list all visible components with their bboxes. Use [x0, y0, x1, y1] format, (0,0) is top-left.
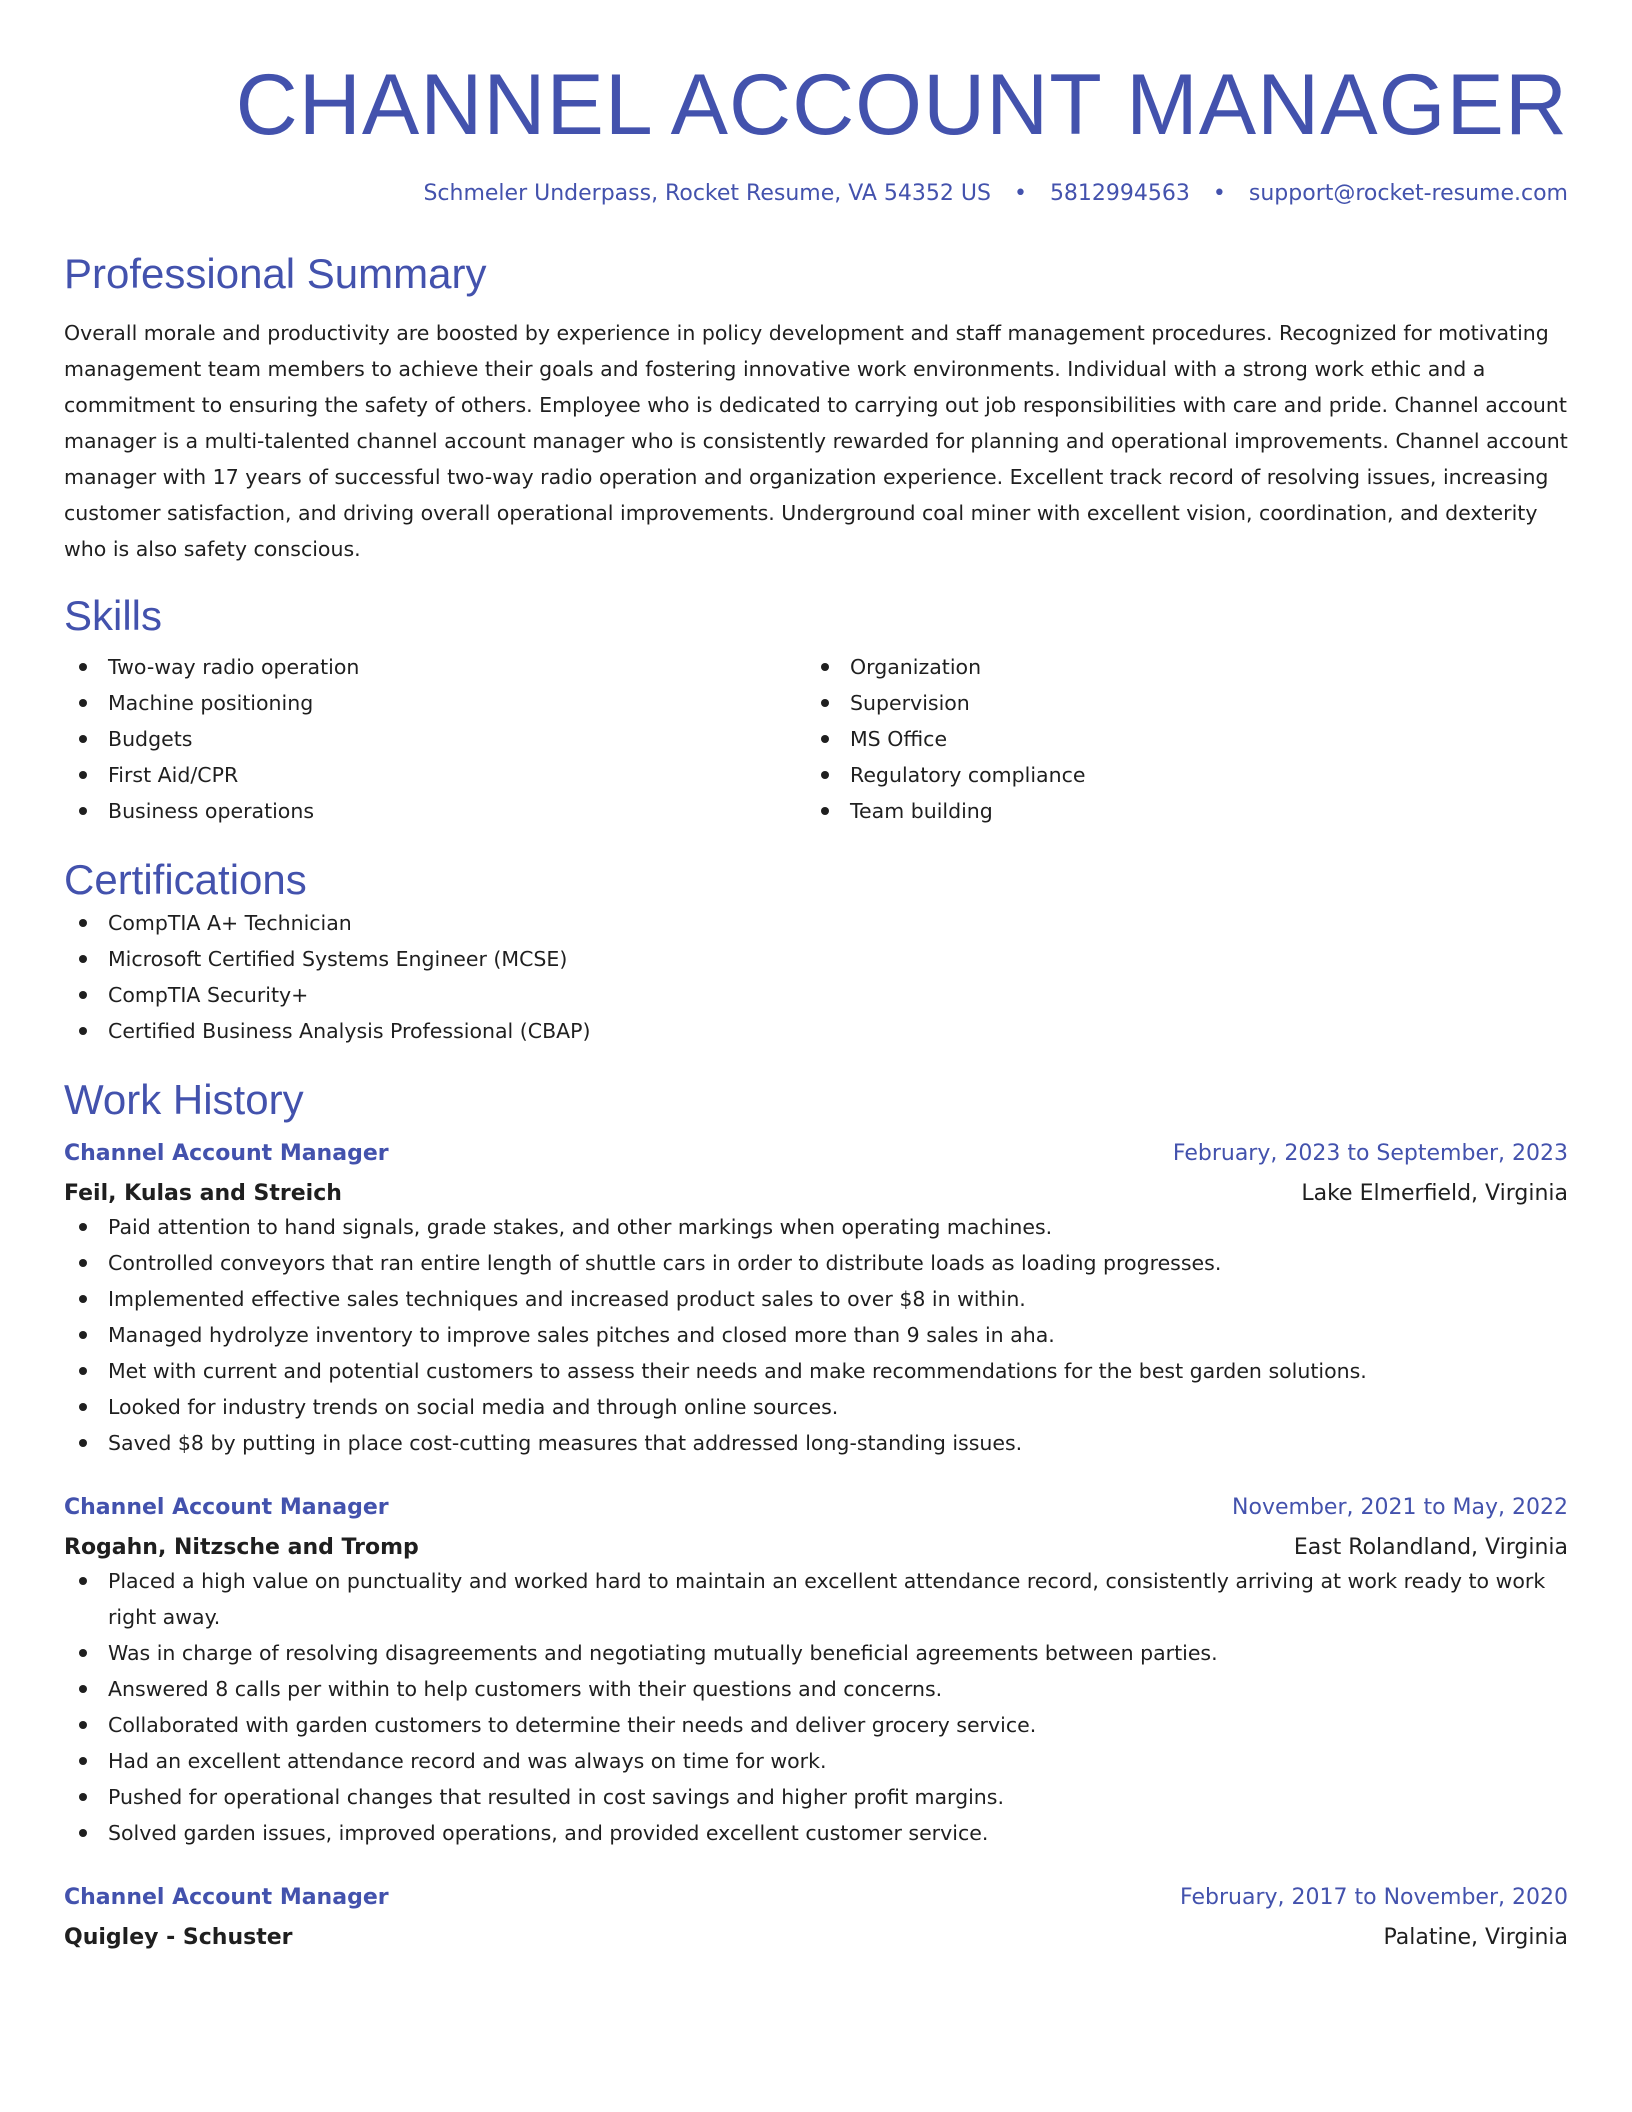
- job-duty-item: Answered 8 calls per within to help customers with their questions and concerns.: [64, 1671, 1568, 1707]
- skill-item: Budgets: [64, 721, 806, 757]
- job-title: Channel Account Manager: [64, 1885, 389, 1910]
- certification-item: CompTIA Security+: [64, 977, 1568, 1013]
- job-title: Channel Account Manager: [64, 1141, 389, 1166]
- job-dates: February, 2017 to November, 2020: [1180, 1885, 1568, 1910]
- skill-item: Regulatory compliance: [806, 757, 1548, 793]
- contact-phone: 5812994563: [1049, 181, 1190, 206]
- work-history-heading: Work History: [64, 1076, 304, 1123]
- job-entry: [64, 1493, 1568, 1851]
- skills-list-right: [806, 649, 1548, 829]
- job-location: East Rolandland, Virginia: [1293, 1535, 1568, 1560]
- certification-item: Microsoft Certified Systems Engineer (MCSE): [64, 941, 1568, 977]
- contact-line: [64, 179, 1568, 209]
- skills-grid: [64, 649, 1568, 829]
- skills-heading: Skills: [64, 592, 163, 639]
- job-entry: [64, 1139, 1568, 1461]
- contact-address: Schmeler Underpass, Rocket Resume, VA 54352 US: [423, 181, 991, 206]
- job-company-row: [64, 1533, 1568, 1563]
- job-dates: November, 2021 to May, 2022: [1232, 1495, 1568, 1520]
- job-duty-item: Implemented effective sales techniques and increased product sales to over $8 in within.: [64, 1281, 1568, 1317]
- job-header-row: [64, 1139, 1568, 1169]
- skills-list-left: [64, 649, 806, 829]
- job-location: Palatine, Virginia: [1383, 1925, 1568, 1950]
- certifications-heading: Certifications: [64, 856, 307, 903]
- skills-section: [64, 591, 1568, 829]
- job-duty-item: Controlled conveyors that ran entire length of shuttle cars in order to distribute loads as loading progresses.: [64, 1245, 1568, 1281]
- certification-item: CompTIA A+ Technician: [64, 905, 1568, 941]
- skill-item: MS Office: [806, 721, 1548, 757]
- summary-section: [64, 249, 1568, 567]
- certification-item: Certified Business Analysis Professional (CBAP): [64, 1013, 1568, 1049]
- job-duty-item: Paid attention to hand signals, grade stakes, and other markings when operating machines.: [64, 1209, 1568, 1245]
- job-dates: February, 2023 to September, 2023: [1172, 1141, 1568, 1166]
- job-duties-list: [64, 1209, 1568, 1461]
- skill-item: Two-way radio operation: [64, 649, 806, 685]
- job-header-row: [64, 1493, 1568, 1523]
- contact-email: support@rocket-resume.com: [1248, 181, 1568, 206]
- job-company-row: [64, 1923, 1568, 1953]
- job-title: Channel Account Manager: [64, 1495, 389, 1520]
- job-duty-item: Met with current and potential customers to assess their needs and make recommendations for the best garden solutions.: [64, 1353, 1568, 1389]
- skill-item: Supervision: [806, 685, 1548, 721]
- job-company-row: [64, 1179, 1568, 1209]
- work-history-section: [64, 1075, 1568, 1953]
- summary-heading: Professional Summary: [64, 250, 487, 297]
- job-duty-item: Solved garden issues, improved operations, and provided excellent customer service.: [64, 1815, 1568, 1851]
- contact-separator: •: [1212, 181, 1226, 206]
- job-duty-item: Collaborated with garden customers to determine their needs and deliver grocery service.: [64, 1707, 1568, 1743]
- contact-separator: •: [1013, 181, 1027, 206]
- job-duty-item: Was in charge of resolving disagreements and negotiating mutually beneficial agreements between parties.: [64, 1635, 1568, 1671]
- skill-item: Business operations: [64, 793, 806, 829]
- job-duty-item: Looked for industry trends on social media and through online sources.: [64, 1389, 1568, 1425]
- skill-item: Organization: [806, 649, 1548, 685]
- job-duty-item: Placed a high value on punctuality and worked hard to maintain an excellent attendance record, consistently arriving at work ready to work right away.: [64, 1563, 1568, 1635]
- job-company: Quigley - Schuster: [64, 1925, 293, 1950]
- job-duties-list: [64, 1563, 1568, 1851]
- job-duty-item: Saved $8 by putting in place cost-cutting measures that addressed long-standing issues.: [64, 1425, 1568, 1461]
- skill-item: First Aid/CPR: [64, 757, 806, 793]
- certifications-list: [64, 905, 1568, 1049]
- certifications-section: [64, 855, 1568, 1049]
- job-location: Lake Elmerfield, Virginia: [1301, 1181, 1568, 1206]
- job-header-row: [64, 1883, 1568, 1913]
- resume-header: [64, 0, 1568, 209]
- job-duty-item: Had an excellent attendance record and was always on time for work.: [64, 1743, 1568, 1779]
- skill-item: Team building: [806, 793, 1548, 829]
- job-company: Rogahn, Nitzsche and Tromp: [64, 1535, 419, 1560]
- resume-title: CHANNEL ACCOUNT MANAGER: [235, 57, 1568, 153]
- job-duty-item: Pushed for operational changes that resulted in cost savings and higher profit margins.: [64, 1779, 1568, 1815]
- summary-text: Overall morale and productivity are boosted by experience in policy development and staff management procedures. Recognized for motivating management team members to achieve their goals and fostering innovative work environments. Individual with a strong work ethic and a commitment to ensuring the safety of others. Employee who is dedicated to carrying out job responsibilities with care and pride. Channel account manager is a multi-talented channel account manager who is consistently rewarded for planning and operational improvements. Channel account manager with 17 years of successful two-way radio operation and organization experience. Excellent track record of resolving issues, increasing customer satisfaction, and driving overall operational improvements. Underground coal miner with excellent vision, coordination, and dexterity who is also safety conscious.: [64, 321, 1568, 561]
- job-duty-item: Managed hydrolyze inventory to improve sales pitches and closed more than 9 sales in aha.: [64, 1317, 1568, 1353]
- job-company: Feil, Kulas and Streich: [64, 1181, 342, 1206]
- skill-item: Machine positioning: [64, 685, 806, 721]
- job-entry: [64, 1883, 1568, 1953]
